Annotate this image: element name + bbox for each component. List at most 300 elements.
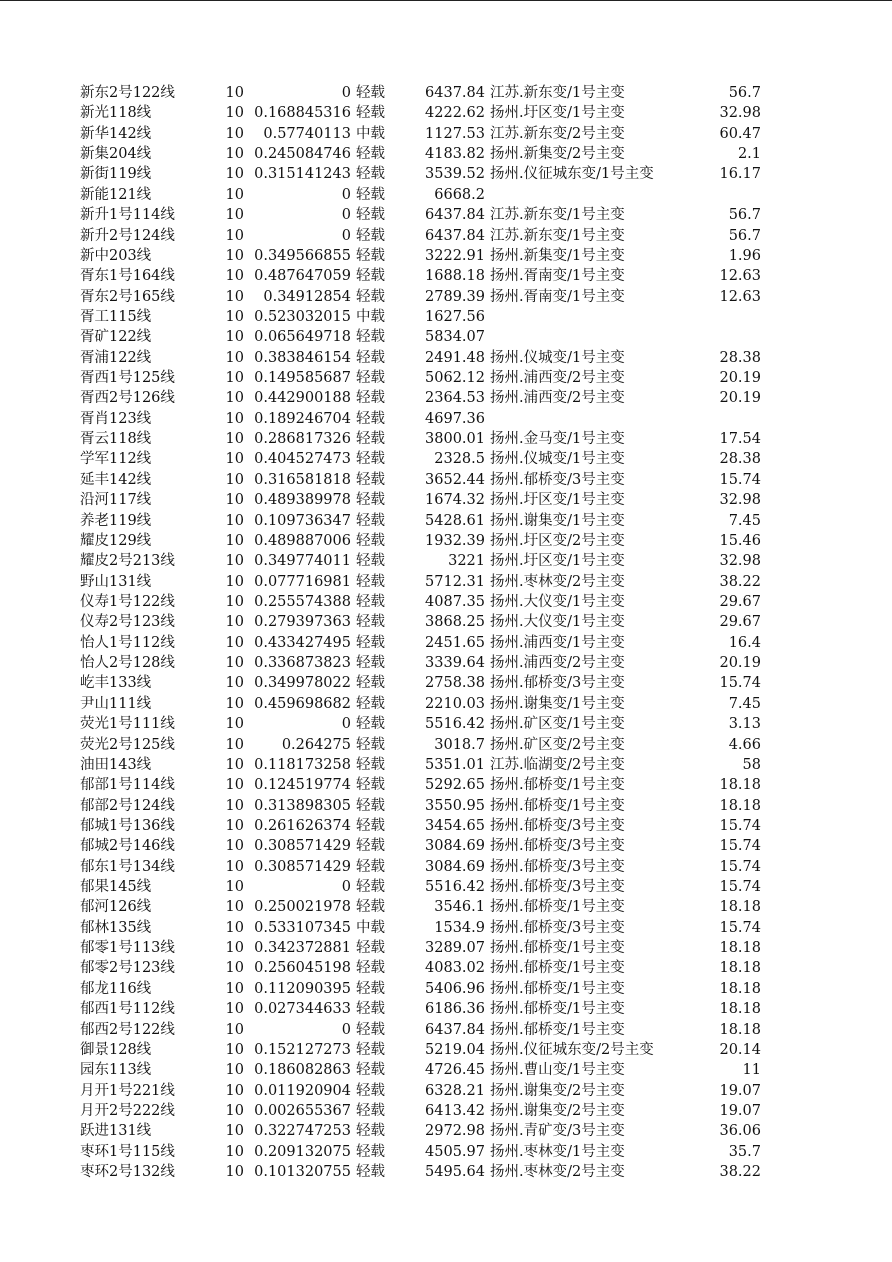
table-row xyxy=(0,83,892,103)
load-ratio-cell: 0.261626374 xyxy=(254,817,351,834)
transformer-cell: 扬州.仪征城东变/1号主变 xyxy=(490,166,654,183)
voltage-cell: 10 xyxy=(225,1123,244,1140)
transformer-load-cell: 28.38 xyxy=(719,451,761,468)
transformer-load-cell: 18.18 xyxy=(719,777,761,794)
capacity-cell: 2451.65 xyxy=(425,634,485,651)
load-status-cell: 轻载 xyxy=(356,329,385,346)
table-row xyxy=(0,612,892,632)
transformer-cell: 扬州.大仪变/1号主变 xyxy=(490,593,625,610)
voltage-cell: 10 xyxy=(225,777,244,794)
voltage-cell: 10 xyxy=(225,1164,244,1181)
voltage-cell: 10 xyxy=(225,512,244,529)
line-name-cell: 月开2号222线 xyxy=(80,1102,175,1119)
line-name-cell: 郁城2号146线 xyxy=(80,838,175,855)
load-status-cell: 轻载 xyxy=(356,349,385,366)
line-name-cell: 养老119线 xyxy=(80,512,152,529)
line-name-cell: 胥西1号125线 xyxy=(80,370,175,387)
capacity-cell: 5351.01 xyxy=(425,756,485,773)
voltage-cell: 10 xyxy=(225,980,244,997)
table-row xyxy=(0,1162,892,1182)
capacity-cell: 5219.04 xyxy=(425,1041,485,1058)
load-ratio-cell: 0.112090395 xyxy=(254,980,351,997)
load-ratio-cell: 0.255574388 xyxy=(254,593,351,610)
transformer-cell: 扬州.郁桥变/1号主变 xyxy=(490,1021,625,1038)
load-ratio-cell: 0.489887006 xyxy=(254,532,351,549)
capacity-cell: 5428.61 xyxy=(425,512,485,529)
voltage-cell: 10 xyxy=(225,166,244,183)
top-border-line xyxy=(0,0,892,1)
line-name-cell: 荧光1号111线 xyxy=(80,716,175,733)
line-name-cell: 月开1号221线 xyxy=(80,1082,175,1099)
voltage-cell: 10 xyxy=(225,1021,244,1038)
line-name-cell: 野山131线 xyxy=(80,573,152,590)
load-status-cell: 轻载 xyxy=(356,573,385,590)
line-name-cell: 仪寿1号122线 xyxy=(80,593,175,610)
load-status-cell: 轻载 xyxy=(356,1082,385,1099)
capacity-cell: 1127.53 xyxy=(425,125,485,142)
table-row xyxy=(0,1081,892,1101)
load-status-cell: 轻载 xyxy=(356,1143,385,1160)
table-row xyxy=(0,958,892,978)
transformer-load-cell: 7.45 xyxy=(728,512,761,529)
transformer-load-cell: 29.67 xyxy=(719,614,761,631)
load-ratio-cell: 0.250021978 xyxy=(254,899,351,916)
line-name-cell: 郁林135线 xyxy=(80,919,152,936)
load-ratio-cell: 0.118173258 xyxy=(254,756,351,773)
capacity-cell: 3084.69 xyxy=(425,838,485,855)
load-status-cell: 轻载 xyxy=(356,1001,385,1018)
capacity-cell: 5834.07 xyxy=(425,329,485,346)
voltage-cell: 10 xyxy=(225,308,244,325)
capacity-cell: 6437.84 xyxy=(425,1021,485,1038)
transformer-load-cell: 7.45 xyxy=(728,695,761,712)
table-row xyxy=(0,551,892,571)
table-row xyxy=(0,449,892,469)
voltage-cell: 10 xyxy=(225,736,244,753)
voltage-cell: 10 xyxy=(225,655,244,672)
table-row xyxy=(0,246,892,266)
load-ratio-cell: 0.065649718 xyxy=(254,329,351,346)
capacity-cell: 3018.7 xyxy=(434,736,485,753)
line-name-cell: 耀皮2号213线 xyxy=(80,553,175,570)
voltage-cell: 10 xyxy=(225,390,244,407)
load-status-cell: 轻载 xyxy=(356,1021,385,1038)
load-status-cell: 轻载 xyxy=(356,105,385,122)
line-name-cell: 园东113线 xyxy=(80,1062,152,1079)
transformer-cell: 扬州.谢集变/2号主变 xyxy=(490,1102,625,1119)
table-row xyxy=(0,877,892,897)
load-ratio-cell: 0.209132075 xyxy=(254,1143,351,1160)
transformer-cell: 扬州.矿区变/1号主变 xyxy=(490,716,625,733)
load-status-cell: 轻载 xyxy=(356,431,385,448)
voltage-cell: 10 xyxy=(225,1001,244,1018)
load-ratio-cell: 0.149585687 xyxy=(254,370,351,387)
load-ratio-cell: 0.442900188 xyxy=(254,390,351,407)
transformer-load-cell: 17.54 xyxy=(719,431,761,448)
load-ratio-cell: 0.316581818 xyxy=(254,471,351,488)
line-name-cell: 御景128线 xyxy=(80,1041,152,1058)
load-status-cell: 轻载 xyxy=(356,268,385,285)
load-status-cell: 轻载 xyxy=(356,817,385,834)
capacity-cell: 5516.42 xyxy=(425,716,485,733)
line-name-cell: 新升1号114线 xyxy=(80,207,175,224)
load-ratio-cell: 0.308571429 xyxy=(254,858,351,875)
voltage-cell: 10 xyxy=(225,431,244,448)
line-name-cell: 新华142线 xyxy=(80,125,152,142)
voltage-cell: 10 xyxy=(225,1102,244,1119)
transformer-load-cell: 32.98 xyxy=(719,492,761,509)
transformer-load-cell: 20.19 xyxy=(719,655,761,672)
capacity-cell: 4505.97 xyxy=(425,1143,485,1160)
load-ratio-cell: 0.124519774 xyxy=(254,777,351,794)
load-status-cell: 轻载 xyxy=(356,675,385,692)
table-row xyxy=(0,633,892,653)
transformer-load-cell: 15.74 xyxy=(719,471,761,488)
transformer-cell: 扬州.枣林变/2号主变 xyxy=(490,573,625,590)
voltage-cell: 10 xyxy=(225,879,244,896)
load-status-cell: 轻载 xyxy=(356,838,385,855)
capacity-cell: 3800.01 xyxy=(425,431,485,448)
voltage-cell: 10 xyxy=(225,349,244,366)
transformer-cell: 扬州.胥南变/1号主变 xyxy=(490,268,625,285)
capacity-cell: 3084.69 xyxy=(425,858,485,875)
load-status-cell: 轻载 xyxy=(356,146,385,163)
capacity-cell: 2328.5 xyxy=(434,451,485,468)
line-name-cell: 胥肖123线 xyxy=(80,410,152,427)
load-status-cell: 中载 xyxy=(356,125,385,142)
voltage-cell: 10 xyxy=(225,451,244,468)
transformer-cell: 扬州.郁桥变/1号主变 xyxy=(490,1001,625,1018)
load-status-cell: 轻载 xyxy=(356,207,385,224)
load-ratio-cell: 0.322747253 xyxy=(254,1123,351,1140)
load-ratio-cell: 0.57740113 xyxy=(263,125,351,142)
transformer-load-cell: 18.18 xyxy=(719,899,761,916)
load-ratio-cell: 0.101320755 xyxy=(254,1164,351,1181)
voltage-cell: 10 xyxy=(225,105,244,122)
transformer-cell: 扬州.郁桥变/3号主变 xyxy=(490,919,625,936)
transformer-cell: 江苏.新东变/1号主变 xyxy=(490,85,625,101)
table-row xyxy=(0,897,892,917)
load-status-cell: 轻载 xyxy=(356,288,385,305)
transformer-cell: 扬州.圩区变/1号主变 xyxy=(490,492,625,509)
transformer-cell: 扬州.浦西变/2号主变 xyxy=(490,655,625,672)
load-ratio-cell: 0.011920904 xyxy=(254,1082,351,1099)
table-row xyxy=(0,531,892,551)
transformer-cell: 扬州.郁桥变/1号主变 xyxy=(490,777,625,794)
table-row xyxy=(0,429,892,449)
capacity-cell: 6437.84 xyxy=(425,85,485,101)
transformer-load-cell: 4.66 xyxy=(728,736,761,753)
load-ratio-cell: 0.189246704 xyxy=(254,410,351,427)
transformer-load-cell: 11 xyxy=(742,1062,761,1079)
voltage-cell: 10 xyxy=(225,1082,244,1099)
transformer-load-cell: 15.74 xyxy=(719,838,761,855)
load-status-cell: 轻载 xyxy=(356,1123,385,1140)
transformer-cell: 江苏.新东变/1号主变 xyxy=(490,227,625,244)
capacity-cell: 2758.38 xyxy=(425,675,485,692)
table-row xyxy=(0,1040,892,1060)
voltage-cell: 10 xyxy=(225,268,244,285)
voltage-cell: 10 xyxy=(225,593,244,610)
transformer-cell: 扬州.谢集变/1号主变 xyxy=(490,695,625,712)
transformer-cell: 扬州.郁桥变/3号主变 xyxy=(490,858,625,875)
capacity-cell: 4697.36 xyxy=(425,410,485,427)
transformer-load-cell: 35.7 xyxy=(728,1143,761,1160)
load-ratio-cell: 0 xyxy=(341,1021,351,1038)
transformer-load-cell: 1.96 xyxy=(728,247,761,264)
load-status-cell: 轻载 xyxy=(356,1102,385,1119)
load-status-cell: 轻载 xyxy=(356,227,385,244)
load-status-cell: 轻载 xyxy=(356,1164,385,1181)
load-ratio-cell: 0 xyxy=(341,227,351,244)
load-ratio-cell: 0.349978022 xyxy=(254,675,351,692)
capacity-cell: 3339.64 xyxy=(425,655,485,672)
load-ratio-cell: 0.433427495 xyxy=(254,634,351,651)
table-row xyxy=(0,511,892,531)
line-name-cell: 耀皮129线 xyxy=(80,532,152,549)
transformer-load-cell: 15.74 xyxy=(719,675,761,692)
table-row xyxy=(0,1121,892,1141)
line-name-cell: 郁部2号124线 xyxy=(80,797,175,814)
transformer-cell: 扬州.圩区变/2号主变 xyxy=(490,532,625,549)
load-status-cell: 轻载 xyxy=(356,166,385,183)
transformer-load-cell: 18.18 xyxy=(719,960,761,977)
transformer-cell: 江苏.新东变/2号主变 xyxy=(490,125,625,142)
voltage-cell: 10 xyxy=(225,247,244,264)
table-row xyxy=(0,327,892,347)
voltage-cell: 10 xyxy=(225,838,244,855)
transformer-cell: 扬州.郁桥变/3号主变 xyxy=(490,817,625,834)
line-name-cell: 新集204线 xyxy=(80,146,152,163)
load-status-cell: 轻载 xyxy=(356,756,385,773)
load-ratio-cell: 0.34912854 xyxy=(263,288,351,305)
voltage-cell: 10 xyxy=(225,410,244,427)
load-ratio-cell: 0.313898305 xyxy=(254,797,351,814)
table-row xyxy=(0,999,892,1019)
transformer-load-cell: 32.98 xyxy=(719,105,761,122)
line-name-cell: 新光118线 xyxy=(80,105,152,122)
line-name-cell: 郁果145线 xyxy=(80,879,152,896)
capacity-cell: 2210.03 xyxy=(425,695,485,712)
capacity-cell: 3868.25 xyxy=(425,614,485,631)
capacity-cell: 5406.96 xyxy=(425,980,485,997)
transformer-cell: 扬州.郁桥变/3号主变 xyxy=(490,879,625,896)
transformer-load-cell: 20.19 xyxy=(719,390,761,407)
transformer-cell: 扬州.青矿变/3号主变 xyxy=(490,1123,625,1140)
load-ratio-cell: 0.077716981 xyxy=(254,573,351,590)
table-row xyxy=(0,816,892,836)
capacity-cell: 6437.84 xyxy=(425,207,485,224)
voltage-cell: 10 xyxy=(225,532,244,549)
load-ratio-cell: 0.489389978 xyxy=(254,492,351,509)
line-name-cell: 怡人2号128线 xyxy=(80,655,175,672)
transformer-cell: 江苏.新东变/1号主变 xyxy=(490,207,625,224)
line-name-cell: 仪寿2号123线 xyxy=(80,614,175,631)
transformer-cell: 扬州.浦西变/1号主变 xyxy=(490,634,625,651)
load-status-cell: 轻载 xyxy=(356,370,385,387)
line-name-cell: 跃进131线 xyxy=(80,1123,152,1140)
capacity-cell: 3539.52 xyxy=(425,166,485,183)
line-name-cell: 郁西1号112线 xyxy=(80,1001,175,1018)
transformer-load-cell: 18.18 xyxy=(719,797,761,814)
voltage-cell: 10 xyxy=(225,1041,244,1058)
transformer-load-cell: 29.67 xyxy=(719,593,761,610)
line-name-cell: 郁部1号114线 xyxy=(80,777,175,794)
transformer-cell: 扬州.大仪变/1号主变 xyxy=(490,614,625,631)
line-name-cell: 沿河117线 xyxy=(80,492,152,509)
transformer-cell: 扬州.郁桥变/3号主变 xyxy=(490,675,625,692)
load-ratio-cell: 0.487647059 xyxy=(254,268,351,285)
voltage-cell: 10 xyxy=(225,614,244,631)
capacity-cell: 2789.39 xyxy=(425,288,485,305)
voltage-cell: 10 xyxy=(225,186,244,203)
capacity-cell: 6668.2 xyxy=(434,186,485,203)
voltage-cell: 10 xyxy=(225,716,244,733)
transformer-load-cell: 15.74 xyxy=(719,919,761,936)
transformer-cell: 扬州.新集变/1号主变 xyxy=(490,247,625,264)
voltage-cell: 10 xyxy=(225,960,244,977)
load-status-cell: 轻载 xyxy=(356,593,385,610)
transformer-load-cell: 36.06 xyxy=(719,1123,761,1140)
line-name-cell: 尹山111线 xyxy=(80,695,152,712)
capacity-cell: 2972.98 xyxy=(425,1123,485,1140)
voltage-cell: 10 xyxy=(225,85,244,101)
voltage-cell: 10 xyxy=(225,227,244,244)
line-name-cell: 新东2号122线 xyxy=(80,85,175,101)
table-row xyxy=(0,938,892,958)
load-status-cell: 轻载 xyxy=(356,553,385,570)
voltage-cell: 10 xyxy=(225,675,244,692)
table-row xyxy=(0,592,892,612)
line-name-cell: 胥云118线 xyxy=(80,431,152,448)
load-ratio-cell: 0.342372881 xyxy=(254,940,351,957)
table-row xyxy=(0,979,892,999)
load-ratio-cell: 0.168845316 xyxy=(254,105,351,122)
transformer-cell: 扬州.仪城变/1号主变 xyxy=(490,451,625,468)
transformer-load-cell: 19.07 xyxy=(719,1082,761,1099)
capacity-cell: 3546.1 xyxy=(434,899,485,916)
transformer-load-cell: 2.1 xyxy=(737,146,761,163)
line-name-cell: 郁城1号136线 xyxy=(80,817,175,834)
line-name-cell: 荧光2号125线 xyxy=(80,736,175,753)
load-status-cell: 轻载 xyxy=(356,716,385,733)
load-ratio-cell: 0 xyxy=(341,85,351,101)
load-ratio-cell: 0.459698682 xyxy=(254,695,351,712)
capacity-cell: 3221 xyxy=(448,553,485,570)
transformer-cell: 扬州.谢集变/1号主变 xyxy=(490,512,625,529)
table-row xyxy=(0,796,892,816)
transformer-load-cell: 60.47 xyxy=(719,125,761,142)
transformer-cell: 扬州.枣林变/2号主变 xyxy=(490,1164,625,1181)
load-status-cell: 轻载 xyxy=(356,532,385,549)
capacity-cell: 1688.18 xyxy=(425,268,485,285)
table-row xyxy=(0,1060,892,1080)
load-ratio-cell: 0.152127273 xyxy=(254,1041,351,1058)
load-ratio-cell: 0.383846154 xyxy=(254,349,351,366)
voltage-cell: 10 xyxy=(225,207,244,224)
transformer-load-cell: 20.19 xyxy=(719,370,761,387)
voltage-cell: 10 xyxy=(225,817,244,834)
load-status-cell: 轻载 xyxy=(356,492,385,509)
load-status-cell: 轻载 xyxy=(356,797,385,814)
transformer-load-cell: 56.7 xyxy=(728,85,761,101)
transformer-load-cell: 15.74 xyxy=(719,817,761,834)
transformer-load-cell: 18.18 xyxy=(719,1001,761,1018)
line-name-cell: 怡人1号112线 xyxy=(80,634,175,651)
voltage-cell: 10 xyxy=(225,553,244,570)
load-status-cell: 轻载 xyxy=(356,512,385,529)
line-name-cell: 胥东2号165线 xyxy=(80,288,175,305)
load-ratio-cell: 0.002655367 xyxy=(254,1102,351,1119)
load-ratio-cell: 0.245084746 xyxy=(254,146,351,163)
voltage-cell: 10 xyxy=(225,370,244,387)
transformer-cell: 扬州.郁桥变/1号主变 xyxy=(490,940,625,957)
capacity-cell: 4726.45 xyxy=(425,1062,485,1079)
transformer-cell: 扬州.新集变/2号主变 xyxy=(490,146,625,163)
table-row xyxy=(0,164,892,184)
transformer-load-cell: 20.14 xyxy=(719,1041,761,1058)
line-name-cell: 新升2号124线 xyxy=(80,227,175,244)
capacity-cell: 5062.12 xyxy=(425,370,485,387)
load-ratio-cell: 0.109736347 xyxy=(254,512,351,529)
transformer-cell: 扬州.曹山变/1号主变 xyxy=(490,1062,625,1079)
load-status-cell: 轻载 xyxy=(356,899,385,916)
capacity-cell: 3550.95 xyxy=(425,797,485,814)
voltage-cell: 10 xyxy=(225,471,244,488)
line-name-cell: 郁龙116线 xyxy=(80,980,152,997)
line-name-cell: 枣环1号115线 xyxy=(80,1143,175,1160)
transformer-cell: 扬州.金马变/1号主变 xyxy=(490,431,625,448)
voltage-cell: 10 xyxy=(225,940,244,957)
table-row xyxy=(0,836,892,856)
transformer-cell: 扬州.郁桥变/1号主变 xyxy=(490,960,625,977)
transformer-cell: 扬州.谢集变/2号主变 xyxy=(490,1082,625,1099)
transformer-cell: 江苏.临湖变/2号主变 xyxy=(490,756,625,773)
load-ratio-cell: 0.523032015 xyxy=(254,308,351,325)
line-name-cell: 胥浦122线 xyxy=(80,349,152,366)
table-row xyxy=(0,857,892,877)
table-row xyxy=(0,124,892,144)
capacity-cell: 4083.02 xyxy=(425,960,485,977)
line-name-cell: 枣环2号132线 xyxy=(80,1164,175,1181)
transformer-load-cell: 3.13 xyxy=(728,716,761,733)
load-ratio-cell: 0 xyxy=(341,186,351,203)
load-status-cell: 轻载 xyxy=(356,736,385,753)
voltage-cell: 10 xyxy=(225,797,244,814)
transformer-load-cell: 18.18 xyxy=(719,980,761,997)
line-name-cell: 郁零2号123线 xyxy=(80,960,175,977)
load-ratio-cell: 0 xyxy=(341,716,351,733)
table-row xyxy=(0,368,892,388)
line-name-cell: 学军112线 xyxy=(80,451,152,468)
load-status-cell: 轻载 xyxy=(356,614,385,631)
table-row xyxy=(0,205,892,225)
table-row xyxy=(0,714,892,734)
transformer-load-cell: 32.98 xyxy=(719,553,761,570)
table-row xyxy=(0,755,892,775)
load-status-cell: 轻载 xyxy=(356,634,385,651)
load-status-cell: 轻载 xyxy=(356,940,385,957)
capacity-cell: 5495.64 xyxy=(425,1164,485,1181)
line-name-cell: 胥西2号126线 xyxy=(80,390,175,407)
voltage-cell: 10 xyxy=(225,695,244,712)
table-row xyxy=(0,694,892,714)
capacity-cell: 1534.9 xyxy=(434,919,485,936)
load-status-cell: 轻载 xyxy=(356,858,385,875)
capacity-cell: 3222.91 xyxy=(425,247,485,264)
load-status-cell: 轻载 xyxy=(356,471,385,488)
capacity-cell: 1627.56 xyxy=(425,308,485,325)
